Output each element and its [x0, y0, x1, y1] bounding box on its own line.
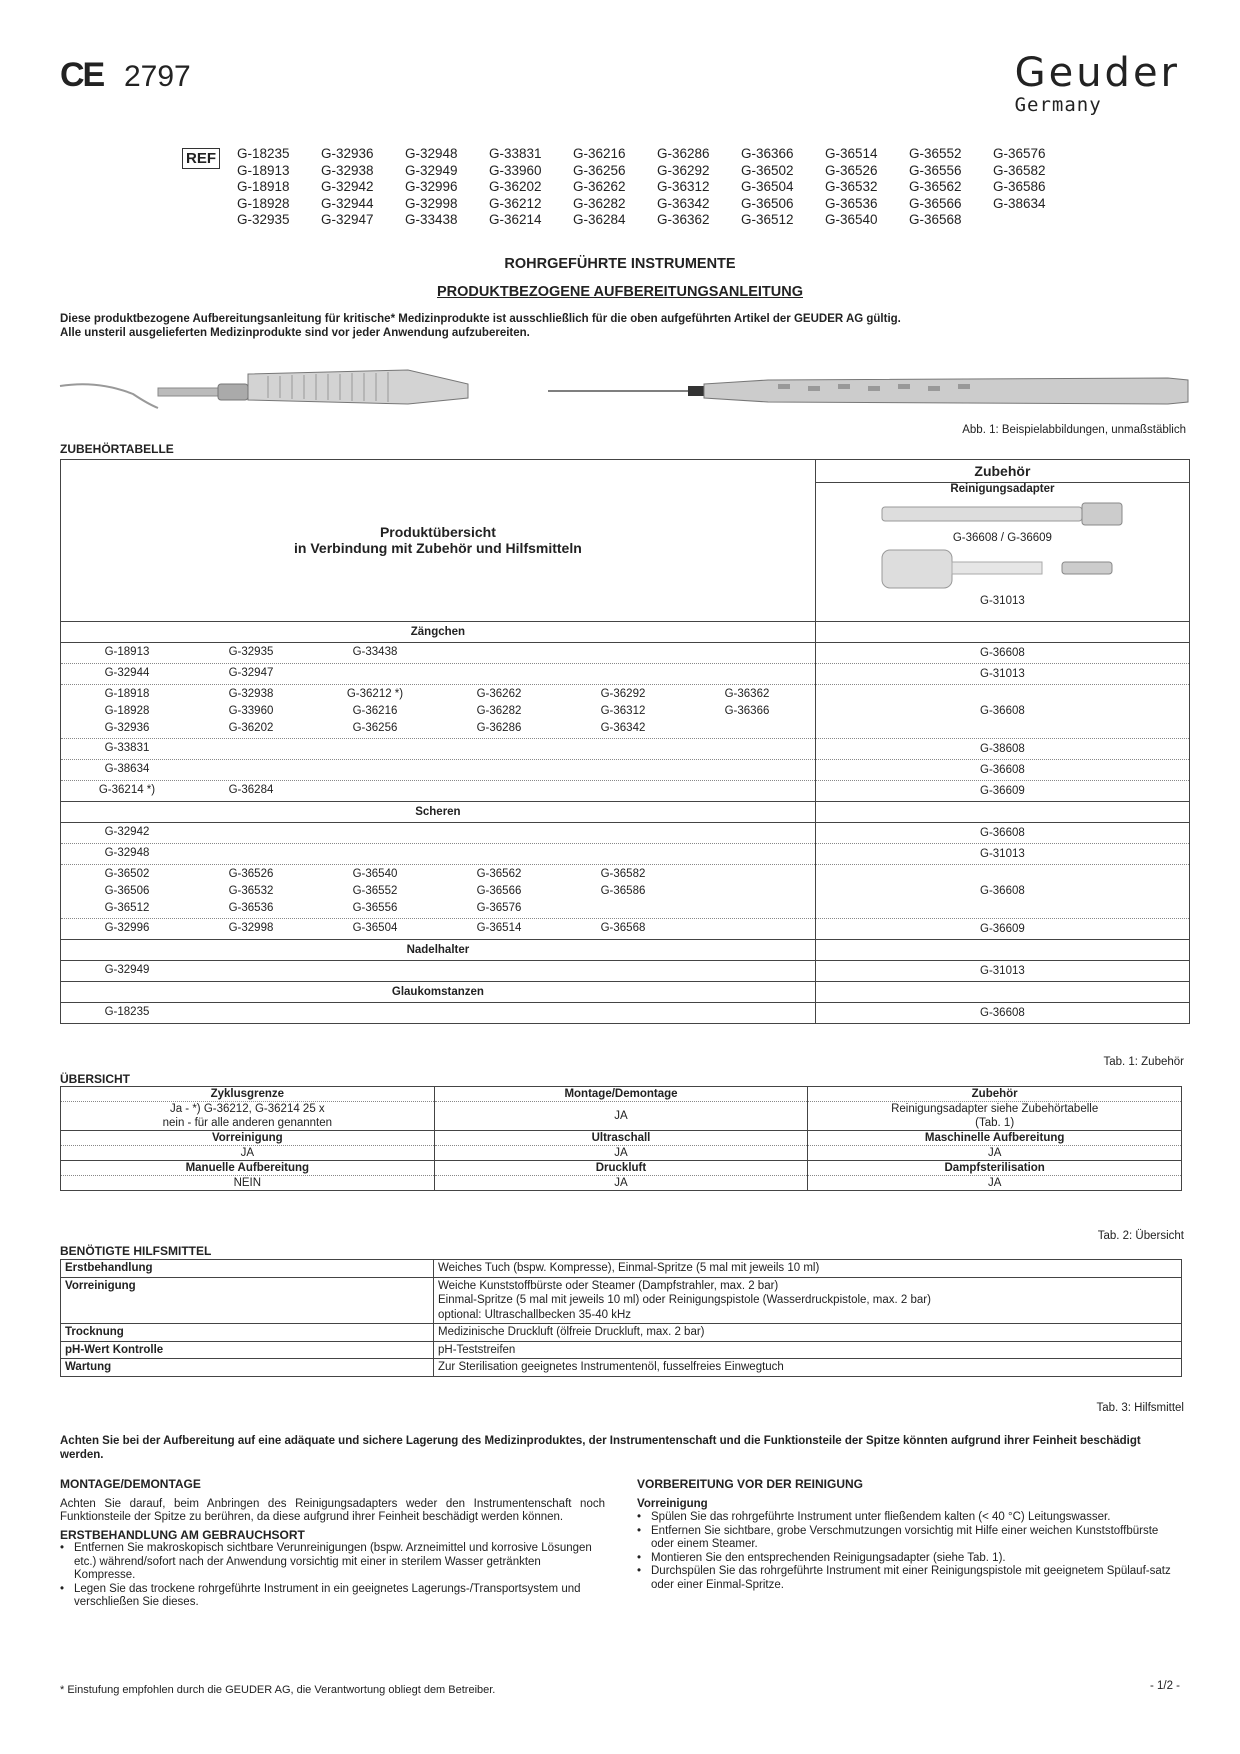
product-codes-cell [61, 759, 816, 780]
list-item: • Legen Sie das trockene rohrgeführte Instrument in ein geeignetes Lagerungs-/Transportsystem und verschließen Sie dieses. [74, 1583, 605, 1610]
list-item: • Entfernen Sie sichtbare, grobe Verschmutzungen vorsichtig mit Hilfe einer weichen Kunststoffbürste oder einem Steamer. [651, 1525, 1182, 1552]
overview-heading: Dampfsterilisation [808, 1161, 1182, 1176]
product-group-row [61, 621, 1190, 642]
intro-line-2: Alle unsteril ausgelieferten Medizinprodukte sind vor jeder Anwendung aufzubereiten. [60, 327, 530, 339]
montage-text: Achten Sie darauf, beim Anbringen des Reinigungsadapters weder den Instrumentenschaft noch Funktionsteile der Spitze zu berühren, da diese aufgrund ihrer Feinheit beschädigt werden können. [60, 1497, 605, 1523]
accessory-table [60, 459, 1190, 1024]
product-code: G-36362 [724, 687, 770, 700]
product-group-name: Glaukomstanzen [61, 981, 816, 1002]
accessory-code: G-36608 [815, 684, 1189, 738]
product-code: G-33960 [228, 704, 274, 717]
cleaning-adapter-cell [815, 483, 1189, 622]
overview-value: JA [434, 1176, 808, 1191]
overview-heading: Ultraschall [434, 1131, 808, 1146]
ref-code-grid [237, 146, 1077, 229]
overview-table [60, 1086, 1182, 1191]
accessory-code: G-36608 [815, 1002, 1189, 1023]
adapter-code-1: G-36608 / G-36609 [952, 532, 1052, 544]
first-treatment-list [60, 1542, 605, 1610]
table-row [61, 1359, 1182, 1377]
ref-code: G-36514 [825, 146, 878, 161]
overview-value: JA [434, 1102, 808, 1131]
overview-heading: Zyklusgrenze [61, 1087, 435, 1102]
aid-value: Weiche Kunststoffbürste oder Steamer (Dampfstrahler, max. 2 bar) Einmal-Spritze (5 mal mit jeweils 10 ml) oder Reinigungspistole (Wasserdruckpistole, max. 2 bar) optional: Ultraschallbecken 35-40 kHz [434, 1277, 1182, 1324]
table-row [61, 864, 1190, 918]
ref-code: G-32938 [321, 162, 374, 178]
overview-value: NEIN [61, 1176, 435, 1191]
pre-cleaning-subheading: Vorreinigung [637, 1497, 708, 1510]
ref-code: G-33960 [489, 162, 542, 178]
footnote: * Einstufung empfohlen durch die GEUDER AG, die Verantwortung obliegt dem Betreiber. [60, 1684, 496, 1696]
product-code: G-18913 [104, 646, 150, 658]
product-code: G-36536 [228, 901, 274, 914]
storage-warning: Achten Sie bei der Aufbereitung auf eine adäquate und sichere Lagerung des Medizinproduktes, der Instrumentenschaft und die Funktionsteile der Spitze könnten aufgrund ihrer Feinheit beschädigt werden. [60, 1435, 1141, 1461]
product-codes-cell [61, 843, 816, 864]
table-row [61, 960, 1190, 981]
ref-code: G-18913 [237, 162, 290, 178]
overview-heading: Vorreinigung [61, 1131, 435, 1146]
ref-code: G-32949 [405, 162, 458, 178]
left-column [60, 1478, 605, 1610]
overview-heading: Montage/Demontage [434, 1087, 808, 1102]
table-row [61, 1002, 1190, 1023]
ref-code: G-36312 [657, 179, 710, 195]
table-row [61, 1277, 1182, 1324]
ref-code: G-18235 [237, 146, 290, 161]
product-code: G-36366 [724, 704, 770, 717]
ref-code: G-36284 [573, 212, 626, 228]
table-row [61, 918, 1190, 939]
preparation-heading: VORBEREITUNG VOR DER REINIGUNG [637, 1477, 864, 1491]
group-accessory-empty [815, 621, 1189, 642]
product-code: G-36512 [104, 901, 150, 914]
accessory-code: G-31013 [815, 843, 1189, 864]
product-code: G-36552 [352, 884, 398, 897]
ce-mark: CE [60, 56, 104, 94]
product-code: G-36506 [104, 884, 150, 897]
product-code: G-36562 [476, 867, 522, 880]
product-code: G-36566 [476, 884, 522, 897]
product-code [685, 883, 809, 900]
ref-code: G-36214 [489, 212, 542, 228]
overview-section-heading: ÜBERSICHT [60, 1072, 131, 1086]
table-3-caption: Tab. 3: Hilfsmittel [1096, 1402, 1184, 1414]
ref-code: G-32947 [321, 212, 374, 228]
aid-label: Erstbehandlung [61, 1260, 434, 1278]
ref-code: G-38634 [993, 195, 1046, 211]
intro-line-1: Diese produktbezogene Aufbereitungsanleitung für kritische* Medizinprodukte ist ausschließlich für die oben aufgeführten Artikel der GEUDER AG gültig. [60, 313, 901, 325]
product-code [685, 720, 809, 737]
ref-code: G-36566 [909, 195, 962, 211]
product-codes-cell [61, 642, 816, 663]
cleaning-adapter-label: Reinigungsadapter [950, 483, 1055, 495]
aid-label: Wartung [61, 1359, 434, 1377]
product-code: G-32935 [228, 646, 274, 658]
product-code: G-36214 *) [98, 784, 156, 796]
table-row [61, 738, 1190, 759]
product-code [561, 900, 685, 917]
ref-code: G-36366 [741, 146, 794, 161]
product-group-name: Zängchen [61, 621, 816, 642]
aid-value: Medizinische Druckluft (ölfreie Druckluft, max. 2 bar) [434, 1324, 1182, 1342]
table-row [61, 1260, 1182, 1278]
product-code: G-36286 [476, 721, 522, 734]
product-code: G-32936 [104, 721, 150, 734]
list-item: • Spülen Sie das rohrgeführte Instrument unter fließendem kalten (< 40 °C) Leitungswasser. [651, 1511, 1182, 1525]
aid-label: pH-Wert Kontrolle [61, 1341, 434, 1359]
product-code: G-36576 [476, 901, 522, 914]
document-title: ROHRGEFÜHRTE INSTRUMENTE [504, 256, 736, 272]
ref-code: G-18928 [237, 195, 290, 211]
table-row [61, 684, 1190, 738]
forceps-illustration [58, 360, 478, 410]
ref-code: G-36582 [993, 162, 1046, 178]
ref-code: G-32998 [405, 195, 458, 211]
ref-code: G-36362 [657, 212, 710, 228]
product-code: G-36532 [228, 884, 274, 897]
ref-code [993, 212, 1077, 229]
forceps-handle [248, 370, 468, 404]
instrument-tip-collar [688, 386, 704, 396]
product-code: G-36342 [600, 721, 646, 734]
table-1-caption: Tab. 1: Zubehör [1103, 1056, 1184, 1068]
accessory-section-heading: ZUBEHÖRTABELLE [60, 442, 174, 456]
ref-code: G-36282 [573, 195, 626, 211]
overview-value: JA [808, 1146, 1182, 1161]
group-accessory-empty [815, 801, 1189, 822]
product-code: G-33831 [104, 742, 150, 754]
product-code [685, 900, 809, 917]
ref-code: G-32942 [321, 179, 374, 195]
page-number: - 1/2 - [1149, 1680, 1180, 1692]
ref-code: G-32935 [237, 212, 290, 228]
list-item: • Entfernen Sie makroskopisch sichtbare Verunreinigungen (bspw. Arzneimittel und korrosive Lösungen etc.) während/sofort nach der Anwendung vorsichtig mit einer in sterilem Wasser getränkten Kompresse. [74, 1542, 605, 1583]
product-code: G-36284 [228, 784, 274, 796]
accessory-heading: Zubehör [815, 460, 1189, 483]
tube-instrument-illustration [548, 376, 1190, 406]
product-code: G-18235 [104, 1006, 150, 1018]
instrument-handle [704, 378, 1188, 404]
forceps-collar [218, 384, 248, 400]
table-row [61, 843, 1190, 864]
ref-code: G-36292 [657, 162, 710, 178]
first-treatment-heading: ERSTBEHANDLUNG AM GEBRAUCHSORT [60, 1527, 305, 1542]
product-code: G-33438 [352, 646, 398, 658]
accessory-table-header [61, 460, 1190, 483]
product-overview-title: Produktübersicht [379, 524, 496, 541]
product-codes-cell [61, 918, 816, 939]
ref-code: G-32996 [405, 179, 458, 195]
ref-code: G-32944 [321, 195, 374, 211]
ref-code: G-36342 [657, 195, 710, 211]
product-codes-cell [61, 1002, 816, 1023]
product-code: G-18918 [104, 687, 150, 700]
ref-code: G-32948 [405, 146, 458, 161]
ref-code: G-36552 [909, 146, 962, 161]
overview-value: Ja - *) G-36212, G-36214 25 x nein - für alle anderen genannten [61, 1102, 435, 1131]
table-row [61, 642, 1190, 663]
product-overview-subtitle: in Verbindung mit Zubehör und Hilfsmitteln [294, 540, 582, 557]
product-group-row [61, 939, 1190, 960]
intro-text [60, 312, 901, 340]
product-code: G-36502 [104, 867, 150, 880]
ref-code: G-36216 [573, 146, 626, 161]
accessory-code: G-36609 [815, 780, 1189, 801]
overview-value: JA [808, 1176, 1182, 1191]
product-code: G-36262 [476, 687, 522, 700]
ref-code: G-36256 [573, 162, 626, 178]
ref-code: G-18918 [237, 179, 290, 195]
product-code: G-36312 [600, 704, 646, 717]
aids-section-heading: BENÖTIGTE HILFSMITTEL [60, 1244, 212, 1258]
accessory-code: G-36609 [815, 918, 1189, 939]
product-codes-cell [61, 684, 816, 738]
overview-heading: Manuelle Aufbereitung [61, 1161, 435, 1176]
product-code: G-18928 [104, 704, 150, 717]
ref-code: G-36536 [825, 195, 878, 211]
list-item: • Durchspülen Sie das rohrgeführte Instrument mit einer Reinigungspistole mit geeignetem Spülauf-satz oder einer Einmal-Spritze. [651, 1565, 1182, 1592]
overview-heading: Maschinelle Aufbereitung [808, 1131, 1182, 1146]
table-2-caption: Tab. 2: Übersicht [1097, 1230, 1184, 1242]
product-code: G-36216 [352, 704, 398, 717]
table-row [61, 1324, 1182, 1342]
product-code: G-32998 [228, 922, 274, 934]
ref-code: G-36212 [489, 195, 542, 211]
pre-cleaning-list [637, 1511, 1182, 1592]
product-code: G-36556 [352, 901, 398, 914]
ref-code: G-36502 [741, 162, 794, 178]
product-code: G-36514 [476, 922, 522, 934]
product-code: G-36582 [600, 867, 646, 880]
overview-value: JA [434, 1146, 808, 1161]
montage-heading: MONTAGE/DEMONTAGE [60, 1477, 201, 1491]
product-code: G-32948 [104, 847, 150, 859]
notified-body-number: 2797 [124, 60, 191, 93]
forceps-tip [60, 384, 158, 408]
accessory-code: G-38608 [815, 738, 1189, 759]
overview-value: Reinigungsadapter siehe Zubehörtabelle (Tab. 1) [808, 1102, 1182, 1131]
product-group-row [61, 801, 1190, 822]
ref-code: G-36512 [741, 212, 794, 228]
product-codes-cell [61, 960, 816, 981]
ref-label: REF [182, 148, 220, 169]
aid-value: pH-Teststreifen [434, 1341, 1182, 1359]
product-code: G-36256 [352, 721, 398, 734]
product-codes-cell [61, 663, 816, 684]
product-code: G-32938 [228, 687, 274, 700]
accessory-code: G-36608 [815, 642, 1189, 663]
product-code: G-36292 [600, 687, 646, 700]
adapter-illustration-2 [872, 544, 1132, 592]
product-code: G-32996 [104, 922, 150, 934]
ref-code: G-36532 [825, 179, 878, 195]
ref-code: G-36526 [825, 162, 878, 178]
overview-value: JA [61, 1146, 435, 1161]
product-code: G-32947 [228, 667, 274, 679]
aid-label: Vorreinigung [61, 1277, 434, 1324]
product-code: G-32944 [104, 667, 150, 679]
accessory-code: G-36608 [815, 759, 1189, 780]
product-group-row [61, 981, 1190, 1002]
product-group-name: Scheren [61, 801, 816, 822]
group-accessory-empty [815, 939, 1189, 960]
product-code: G-36540 [352, 867, 398, 880]
ref-code: G-36568 [909, 212, 962, 228]
product-codes-cell [61, 738, 816, 759]
product-codes-cell [61, 864, 816, 918]
ref-code: G-36556 [909, 162, 962, 178]
overview-heading: Zubehör [808, 1087, 1182, 1102]
brand-country: Germany [1014, 94, 1102, 116]
figure-caption: Abb. 1: Beispielabbildungen, unmaßstäblich [962, 424, 1186, 436]
product-code: G-36586 [600, 884, 646, 897]
ref-code: G-36262 [573, 179, 626, 195]
product-code: G-36504 [352, 922, 398, 934]
group-accessory-empty [815, 981, 1189, 1002]
product-code: G-36526 [228, 867, 274, 880]
product-code: G-32949 [104, 964, 150, 976]
product-overview-cell [61, 460, 816, 622]
product-code: G-36212 *) [346, 687, 404, 700]
accessory-code: G-31013 [815, 960, 1189, 981]
brand-logo [1015, 50, 1180, 116]
ref-code: G-36540 [825, 212, 878, 228]
product-code: G-38634 [104, 763, 150, 775]
product-codes-cell [61, 780, 816, 801]
list-item: • Montieren Sie den entsprechenden Reinigungsadapter (siehe Tab. 1). [651, 1552, 1182, 1566]
product-code: G-36568 [600, 922, 646, 934]
table-row [61, 663, 1190, 684]
table-row [61, 822, 1190, 843]
brand-name: Geuder [1014, 50, 1180, 96]
aid-label: Trocknung [61, 1324, 434, 1342]
table-row [61, 759, 1190, 780]
product-codes-cell [61, 822, 816, 843]
table-row [61, 1341, 1182, 1359]
document-subtitle: PRODUKTBEZOGENE AUFBEREITUNGSANLEITUNG [437, 284, 803, 300]
accessory-code: G-36608 [815, 864, 1189, 918]
adapter-code-2: G-31013 [980, 595, 1025, 607]
forceps-tube [158, 388, 218, 396]
ref-code: G-36586 [993, 179, 1046, 195]
ref-code: G-36576 [993, 146, 1046, 161]
accessory-code: G-31013 [815, 663, 1189, 684]
ref-code: G-32936 [321, 146, 374, 161]
ref-code: G-36506 [741, 195, 794, 211]
product-code [685, 866, 809, 883]
aids-table [60, 1259, 1182, 1377]
ref-code: G-36202 [489, 179, 542, 195]
ref-code: G-36504 [741, 179, 794, 195]
ref-code: G-36286 [657, 146, 710, 161]
table-row [61, 780, 1190, 801]
aid-value: Weiches Tuch (bspw. Kompresse), Einmal-Spritze (5 mal mit jeweils 10 ml) [434, 1260, 1182, 1278]
aid-value: Zur Sterilisation geeignetes Instrumentenöl, fusselfreies Einwegtuch [434, 1359, 1182, 1377]
product-group-name: Nadelhalter [61, 939, 816, 960]
product-code: G-36282 [476, 704, 522, 717]
overview-heading: Druckluft [434, 1161, 808, 1176]
adapter-illustration-1 [872, 495, 1132, 529]
right-column [637, 1478, 1182, 1592]
accessory-code: G-36608 [815, 822, 1189, 843]
product-code: G-36202 [228, 721, 274, 734]
ref-code: G-36562 [909, 179, 962, 195]
ref-code: G-33438 [405, 212, 458, 228]
product-code: G-32942 [104, 826, 150, 838]
ref-code: G-33831 [489, 146, 542, 161]
